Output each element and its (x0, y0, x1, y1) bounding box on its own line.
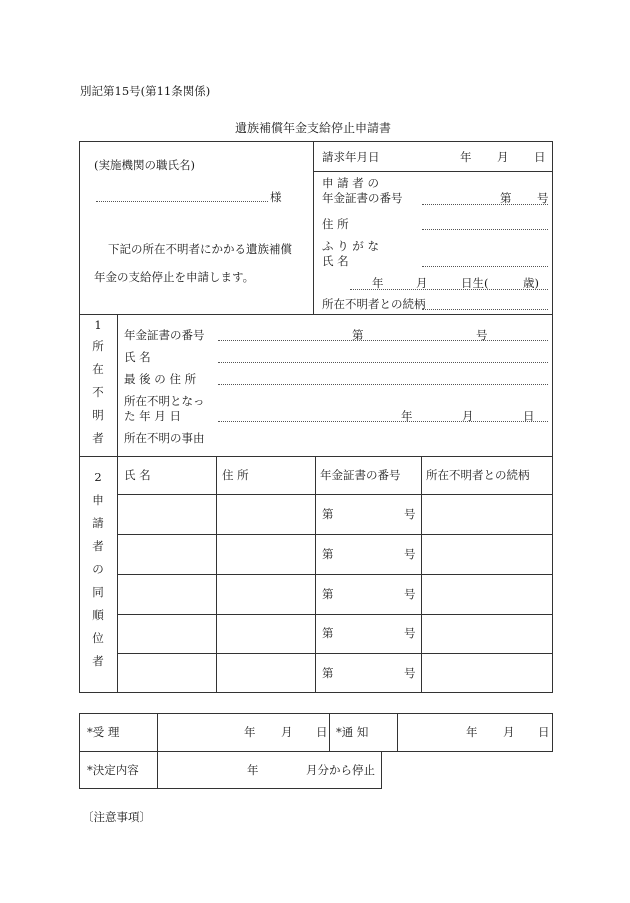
receipt-month-label: 月 (281, 725, 293, 739)
decision-stop-label: 月分から停止 (306, 763, 375, 777)
request-month-label: 月 (497, 150, 509, 164)
honorific-sama: 様 (270, 190, 282, 204)
age-label: 歳) (523, 276, 539, 290)
notice-day-label: 日 (538, 725, 550, 739)
co-relation-cell[interactable] (422, 653, 552, 693)
applicant-address-label: 住 所 (322, 217, 349, 231)
co-name-cell[interactable] (118, 494, 215, 534)
missing-name-field[interactable] (218, 362, 548, 363)
missing-reason-label: 所在不明の事由 (124, 431, 205, 445)
co-relation-cell[interactable] (422, 574, 552, 614)
missing-cert-field[interactable] (218, 340, 548, 341)
form-title: 遺族補償年金支給停止申請書 (235, 121, 392, 135)
request-date-label: 請求年月日 (322, 150, 380, 164)
statement-line2: 年金の支給停止を申請します。 (94, 270, 255, 284)
last-address-label: 最 後 の 住 所 (124, 372, 197, 386)
notice-year-label: 年 (466, 725, 478, 739)
birth-date-field[interactable] (350, 289, 548, 290)
notes-label: 〔注意事項〕 (82, 810, 151, 824)
notice-month-label: 月 (503, 725, 515, 739)
missing-date-label-1: 所在不明となっ (124, 394, 205, 408)
co-address-cell[interactable] (217, 494, 314, 534)
decision-year-label: 年 (247, 763, 259, 777)
receipt-label: *受 理 (87, 725, 120, 739)
statement-line1: 下記の所在不明者にかかる遺族補償 (108, 242, 292, 256)
co-name-cell[interactable] (118, 574, 215, 614)
receipt-year-label: 年 (244, 725, 256, 739)
co-relation-cell[interactable] (422, 494, 552, 534)
col-header-address: 住 所 (222, 468, 249, 482)
request-year-label: 年 (460, 150, 472, 164)
applicant-cert-label-1: 申 請 者 の (322, 176, 379, 190)
co-name-cell[interactable] (118, 653, 215, 693)
co-cert-go: 号 (404, 587, 416, 601)
co-relation-cell[interactable] (422, 534, 552, 574)
co-name-cell[interactable] (118, 613, 215, 653)
co-address-cell[interactable] (217, 653, 314, 693)
missing-month-label: 月 (462, 409, 474, 423)
decision-label: *決定内容 (87, 763, 139, 777)
missing-cert-label: 年金証書の番号 (124, 328, 205, 342)
co-cert-dai: 第 (322, 507, 334, 521)
request-day-label: 日 (534, 150, 546, 164)
missing-date-label-2: た 年 月 日 (124, 409, 181, 423)
co-address-cell[interactable] (217, 613, 314, 653)
col-header-relation: 所在不明者との続柄 (426, 468, 530, 482)
missing-year-label: 年 (401, 409, 413, 423)
co-cert-dai: 第 (322, 666, 334, 680)
missing-date-field[interactable] (218, 421, 548, 422)
applicant-name-field[interactable] (422, 266, 548, 267)
applicant-address-field[interactable] (422, 229, 548, 230)
applicant-cert-label-2: 年金証書の番号 (322, 191, 403, 205)
co-name-cell[interactable] (118, 534, 215, 574)
addressee-field[interactable] (96, 201, 268, 202)
addressee-label: (実施機関の職氏名) (94, 158, 195, 172)
co-cert-go: 号 (404, 507, 416, 521)
co-address-cell[interactable] (217, 574, 314, 614)
receipt-day-label: 日 (316, 725, 328, 739)
applicant-cert-go: 号 (537, 191, 549, 205)
col-header-name: 氏 名 (124, 468, 151, 482)
missing-name-label: 氏 名 (124, 350, 151, 364)
co-cert-go: 号 (404, 547, 416, 561)
relation-label: 所在不明者との続柄 (322, 297, 426, 311)
relation-field[interactable] (422, 309, 548, 310)
applicant-name-label: 氏 名 (322, 254, 349, 268)
col-header-cert: 年金証書の番号 (320, 468, 401, 482)
co-cert-go: 号 (404, 666, 416, 680)
applicant-cert-field[interactable] (422, 204, 548, 205)
co-address-cell[interactable] (217, 534, 314, 574)
missing-day-label: 日 (523, 409, 535, 423)
birth-day-label: 日生( (461, 276, 489, 290)
birth-month-label: 月 (416, 276, 428, 290)
co-cert-dai: 第 (322, 626, 334, 640)
furigana-label: ふ り が な (322, 239, 379, 253)
last-address-field[interactable] (218, 384, 548, 385)
co-cert-dai: 第 (322, 547, 334, 561)
applicant-cert-dai: 第 (500, 191, 512, 205)
notice-label: *通 知 (336, 725, 369, 739)
birth-year-label: 年 (372, 276, 384, 290)
missing-cert-dai: 第 (352, 328, 364, 342)
missing-cert-go: 号 (476, 328, 488, 342)
co-cert-go: 号 (404, 626, 416, 640)
co-relation-cell[interactable] (422, 613, 552, 653)
form-number: 別記第15号(第11条関係) (80, 84, 211, 98)
co-cert-dai: 第 (322, 587, 334, 601)
